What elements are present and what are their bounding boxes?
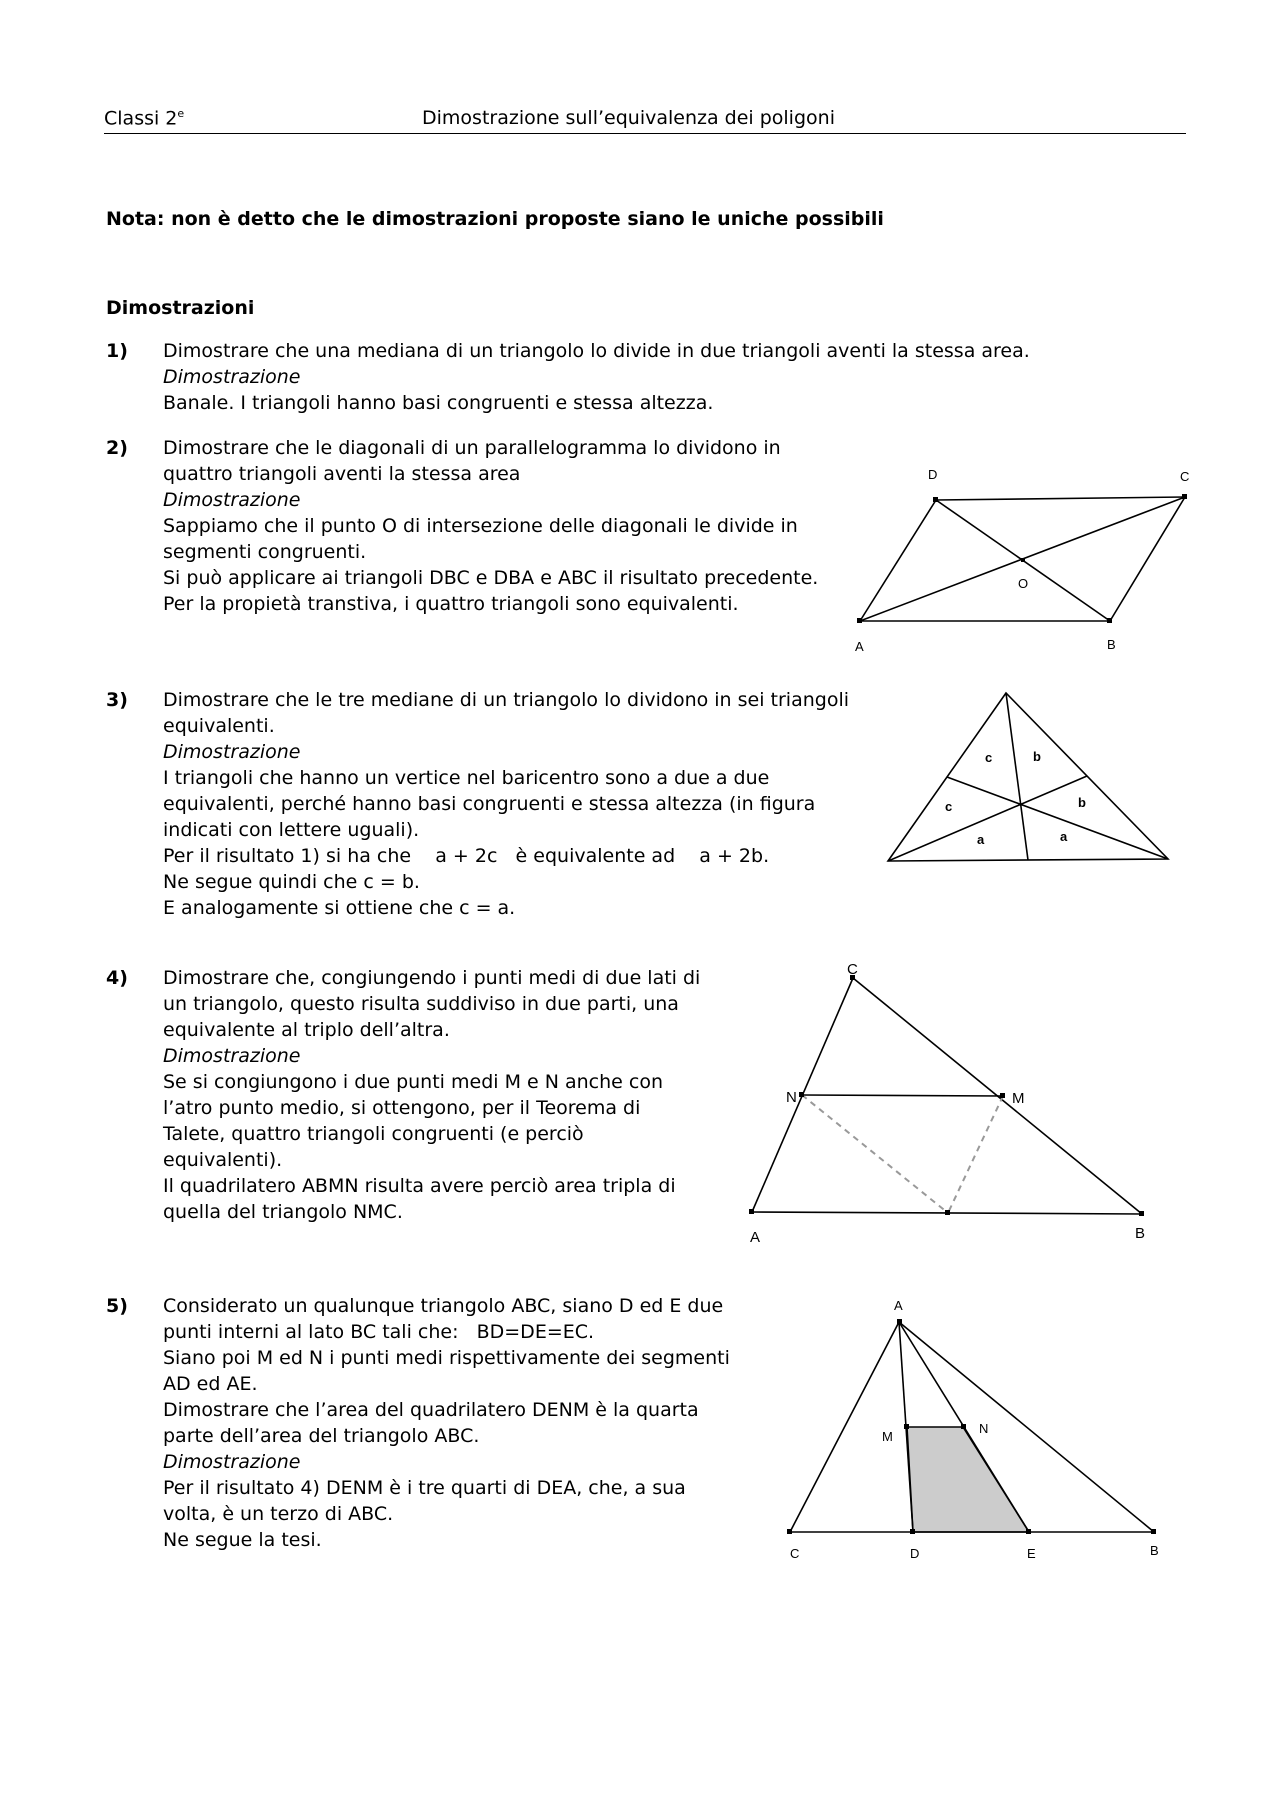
statement-line: AD ed AE. — [163, 1373, 258, 1395]
dashed-n-mid — [802, 1095, 948, 1213]
label-c-top: c — [985, 750, 993, 765]
side-ad — [860, 500, 936, 621]
proof-line: segmenti congruenti. — [163, 541, 367, 563]
item-number: 4) — [106, 967, 128, 989]
item-number: 1) — [106, 340, 128, 362]
statement-line: Siano poi M ed N i punti medi rispettivamente dei segmenti — [163, 1347, 730, 1369]
label-b: B — [1107, 637, 1116, 652]
dashed-m-mid — [948, 1096, 1003, 1213]
label-n: N — [786, 1089, 797, 1106]
page-header — [104, 103, 1186, 134]
proof-line: E analogamente si ottiene che c = a. — [163, 897, 516, 919]
label-a-left: a — [977, 832, 985, 847]
header-class: Classi 2e — [104, 107, 185, 130]
label-b-top: b — [1033, 749, 1041, 764]
proof-line: volta, è un terzo di ABC. — [163, 1503, 394, 1525]
segment-nm — [802, 1095, 1003, 1096]
label-m: M — [882, 1429, 893, 1444]
demo-label: Dimostrazione — [163, 1045, 301, 1067]
label-o: O — [1018, 576, 1029, 591]
label-b: B — [1135, 1225, 1146, 1242]
proof-line: equivalenti). — [163, 1149, 283, 1171]
statement-line: equivalenti. — [163, 715, 275, 737]
side-dc — [936, 497, 1185, 500]
statement-line: punti interni al lato BC tali che: BD=DE=EC. — [163, 1321, 595, 1343]
item-body — [163, 687, 849, 921]
proof-line: Per la propietà transtiva, i quattro triangoli sono equivalenti. — [163, 593, 739, 615]
proof-line: Per il risultato 1) si ha che a + 2c è equivalente ad a + 2b. — [163, 845, 770, 867]
proof-line: Banale. I triangoli hanno basi congruenti e stessa altezza. — [163, 392, 714, 414]
proof-line: Si può applicare ai triangoli DBC e DBA e ABC il risultato precedente. — [163, 567, 819, 589]
proof-line: Ne segue la tesi. — [163, 1529, 322, 1551]
label-e: E — [1027, 1546, 1036, 1561]
label-a-right: a — [1060, 829, 1068, 844]
denm-figure — [770, 1290, 1170, 1570]
label-c-left: c — [945, 799, 953, 814]
item-body — [163, 338, 1030, 416]
median-a — [1006, 693, 1028, 860]
proof-line: Il quadrilatero ABMN risulta avere perciò area tripla di — [163, 1175, 676, 1197]
statement-line: Dimostrare che le diagonali di un parallelogramma lo dividono in — [163, 437, 781, 459]
proof-line: indicati con lettere uguali). — [163, 819, 420, 841]
proof-line: I triangoli che hanno un vertice nel baricentro sono a due a due — [163, 767, 770, 789]
label-m: M — [1012, 1090, 1025, 1107]
side-bc — [1110, 497, 1185, 621]
statement-line: Dimostrare che, congiungendo i punti medi di due lati di — [163, 967, 701, 989]
demo-label: Dimostrazione — [163, 489, 301, 511]
item-body — [163, 435, 818, 617]
statement-line: Dimostrare che l’area del quadrilatero DENM è la quarta — [163, 1399, 699, 1421]
item-body — [163, 965, 700, 1225]
statement-line: un triangolo, questo risulta suddiviso in due parti, una — [163, 993, 679, 1015]
statement-line: equivalente al triplo dell’altra. — [163, 1019, 450, 1041]
demo-label: Dimostrazione — [163, 741, 301, 763]
label-c: C — [1180, 469, 1190, 484]
midpoints-figure — [740, 960, 1160, 1255]
label-a: A — [750, 1229, 761, 1246]
proof-line: Per il risultato 4) DENM è i tre quarti di DEA, che, a sua — [163, 1477, 686, 1499]
shaded-quadrilateral-denm — [907, 1427, 1029, 1532]
label-a: A — [855, 639, 864, 654]
statement-line: parte dell’area del triangolo ABC. — [163, 1425, 480, 1447]
proof-line: Ne segue quindi che c = b. — [163, 871, 420, 893]
proof-line: l’atro punto medio, si ottengono, per il Teorema di — [163, 1097, 641, 1119]
label-c: C — [847, 961, 858, 978]
medians-figure — [880, 685, 1180, 865]
item-number: 5) — [106, 1295, 128, 1317]
item-number: 2) — [106, 437, 128, 459]
item-number: 3) — [106, 689, 128, 711]
proof-line: Talete, quattro triangoli congruenti (e perciò — [163, 1123, 584, 1145]
statement-line: quattro triangoli aventi la stessa area — [163, 463, 521, 485]
note: Nota: non è detto che le dimostrazioni proposte siano le uniche possibili — [106, 208, 884, 230]
item-body — [163, 1293, 730, 1553]
label-b: B — [1150, 1543, 1159, 1558]
label-a: A — [894, 1298, 903, 1313]
section-title: Dimostrazioni — [106, 297, 255, 319]
statement-line: Dimostrare che le tre mediane di un triangolo lo dividono in sei triangoli — [163, 689, 850, 711]
label-d: D — [928, 467, 938, 482]
statement-line: Dimostrare che una mediana di un triangolo lo divide in due triangoli aventi la stessa area. — [163, 340, 1030, 362]
proof-line: Sappiamo che il punto O di intersezione delle diagonali le divide in — [163, 515, 798, 537]
statement-line: Considerato un qualunque triangolo ABC, siano D ed E due — [163, 1295, 724, 1317]
demo-label: Dimostrazione — [163, 1451, 301, 1473]
proof-line: quella del triangolo NMC. — [163, 1201, 403, 1223]
triangle-outline — [888, 693, 1168, 861]
parallelogram-figure — [840, 455, 1200, 670]
demo-label: Dimostrazione — [163, 366, 301, 388]
label-d: D — [910, 1546, 920, 1561]
side-ac — [790, 1322, 899, 1532]
label-b-right: b — [1078, 795, 1086, 810]
proof-line: equivalenti, perché hanno basi congruenti e stessa altezza (in figura — [163, 793, 816, 815]
proof-line: Se si congiungono i due punti medi M e N anche con — [163, 1071, 664, 1093]
label-c: C — [790, 1546, 800, 1561]
header-title: Dimostrazione sull’equivalenza dei poligoni — [422, 107, 835, 129]
label-n: N — [979, 1421, 989, 1436]
